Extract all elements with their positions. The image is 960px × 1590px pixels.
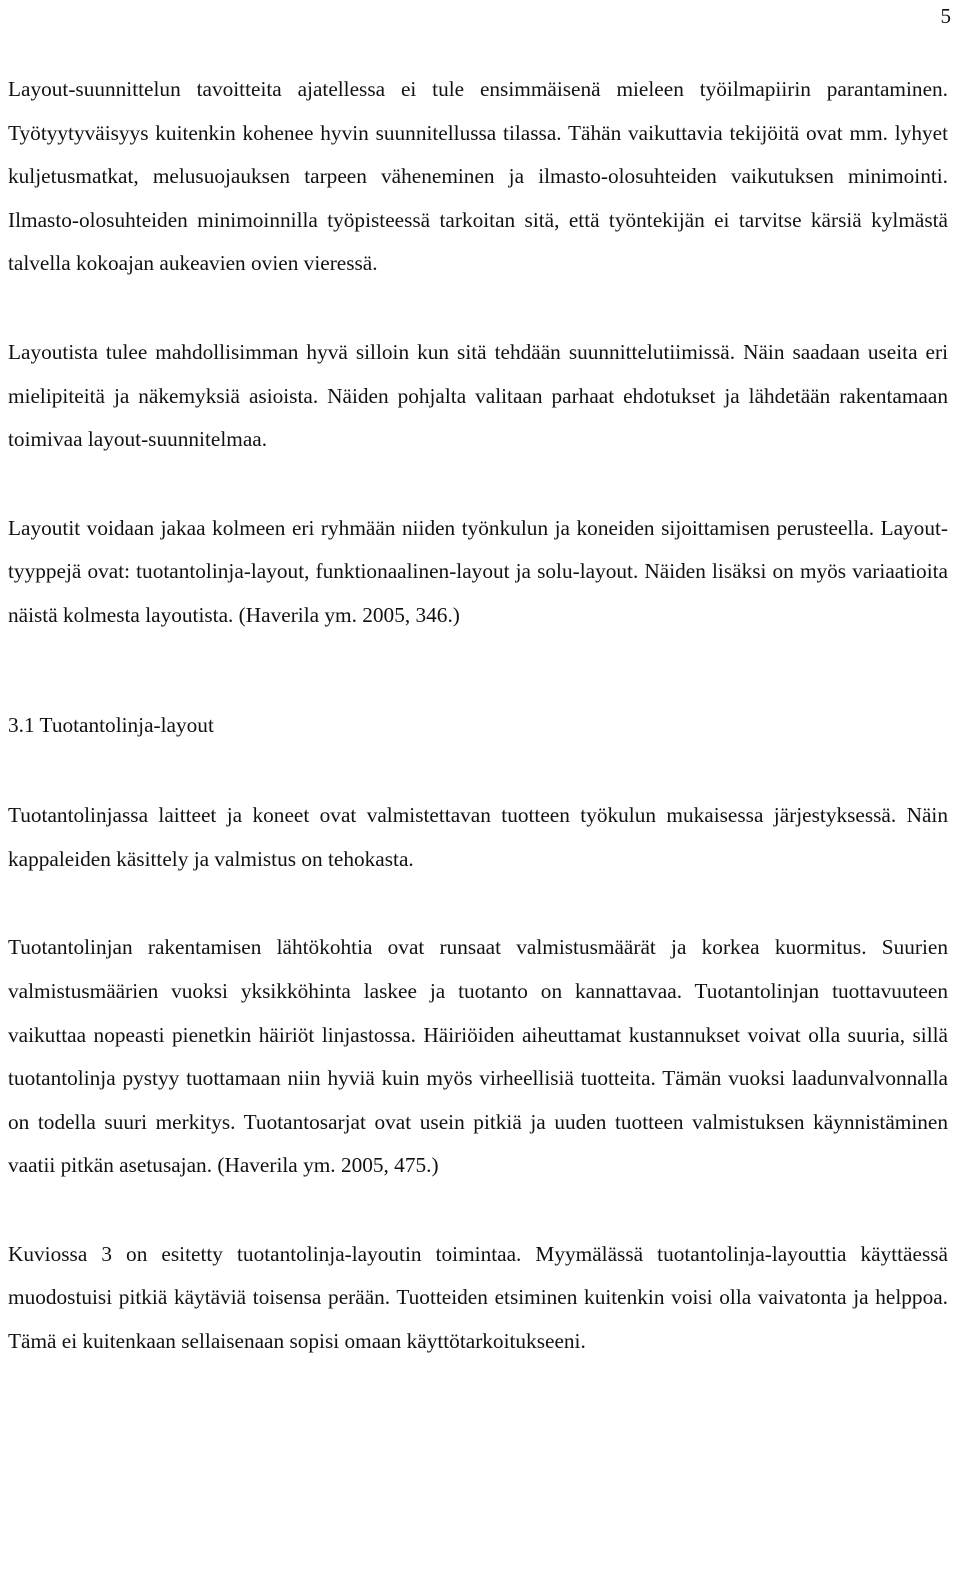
paragraph-line-order: Tuotantolinjassa laitteet ja koneet ovat valmistettavan tuotteen työkulun mukaisessa järjestyksessä. Näin kappaleiden käsittely ja valmistus on tehokasta. — [8, 803, 948, 871]
paragraph-work-climate: Layout-suunnittelun tavoitteita ajatellessa ei tule ensimmäisenä mieleen työilmapiirin parantaminen. Työtyytyväisyys kuitenkin kohenee hyvin suunnitellussa tilassa. Tähän vaikuttavia tekijöitä ovat mm. lyhyet kuljetusmatkat, melusuojauksen tarpeen väheneminen ja ilmasto-olosuhteiden vaikutuksen minimointi. Ilmasto-olosuhteiden minimoinnilla työpisteessä tarkoitan sitä, että työntekijän ei tarvitse kärsiä kylmästä talvella kokoajan aukeavien ovien vieressä. — [8, 77, 948, 276]
page-number: 5 — [940, 4, 951, 28]
paragraph-line-volume: Tuotantolinjan rakentamisen lähtökohtia ovat runsaat valmistusmäärät ja korkea kuormitus. Suurien valmistusmäärien vuoksi yksikköhinta laskee ja tuotanto on kannattavaa. Tuotantolinjan tuottavuuteen vaikuttaa nopeasti pienetkin häiriöt linjastossa. Häiriöiden aiheuttamat kustannukset voivat olla suuria, sillä tuotantolinja pystyy tuottamaan niin hyviä kuin myös virheellisiä tuotteita. Tämän vuoksi laadunvalvonnalla on todella suuri merkitys. Tuotantosarjat ovat usein pitkiä ja uuden tuotteen valmistuksen käynnistäminen vaatii pitkän asetusajan. (Haverila ym. 2005, 475.) — [8, 935, 948, 1178]
paragraph-figure-reference: Kuviossa 3 on esitetty tuotantolinja-layoutin toimintaa. Myymälässä tuotantolinja-layouttia käyttäessä muodostuisi pitkiä käytäviä toisensa perään. Tuotteiden etsiminen kuitenkin voisi olla vaivatonta ja helppoa. Tämä ei kuitenkaan sellaisenaan sopisi omaan käyttötarkoitukseeni. — [8, 1241, 948, 1354]
paragraph-design-team: Layoutista tulee mahdollisimman hyvä silloin kun sitä tehdään suunnittelutiimissä. Näin saadaan useita eri mielipiteitä ja näkemyksiä asioista. Näiden pohjalta valitaan parhaat ehdotukset ja lähdetään rakentamaan toimivaa layout-suunnitelmaa. — [8, 339, 948, 452]
paragraph-layout-types: Layoutit voidaan jakaa kolmeen eri ryhmään niiden työnkulun ja koneiden sijoittamisen perusteella. Layout-tyyppejä ovat: tuotantolinja-layout, funktionaalinen-layout ja solu-layout. Näiden lisäksi on myös variaatioita näistä kolmesta layoutista. (Haverila ym. 2005, 346.) — [8, 515, 948, 627]
section-heading: 3.1 Tuotantolinja-layout — [8, 712, 214, 737]
document-body — [8, 68, 948, 1409]
